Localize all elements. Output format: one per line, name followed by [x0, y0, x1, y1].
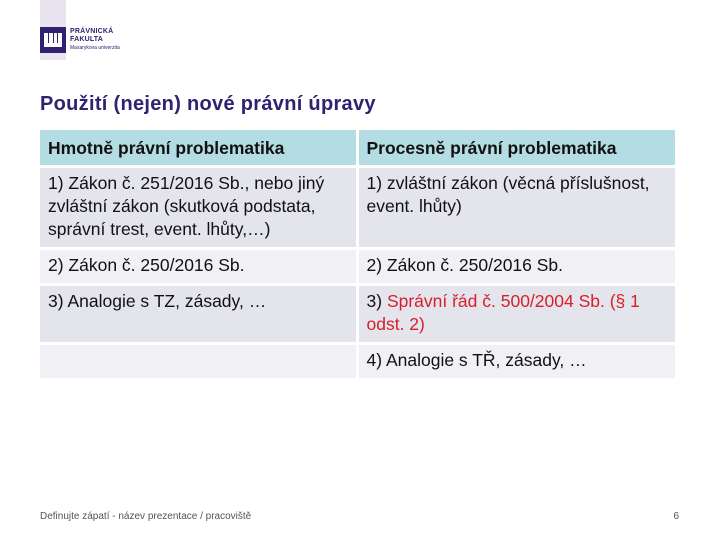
header-substantive: Hmotně právní problematika: [40, 130, 357, 167]
logo-line-faculty: FAKULTA: [70, 36, 104, 43]
slide-title: Použití (nejen) nové právní úpravy: [40, 93, 376, 115]
cell-substantive: [40, 344, 357, 379]
cell-prefix: 3): [366, 291, 387, 311]
cell-substantive: 1) Zákon č. 251/2016 Sb., nebo jiný zvláštní zákon (skutková podstata, správní trest, event. lhůty,…): [40, 167, 357, 249]
logo-line-faculty-type: PRÁVNICKÁ: [70, 28, 114, 35]
table-row: [40, 167, 675, 249]
highlighted-law: Správní řád č. 500/2004 Sb. (§ 1 odst. 2): [366, 291, 640, 334]
comparison-table: [40, 130, 675, 378]
logo-mark-icon: [40, 27, 66, 53]
cell-procedural: 4) Analogie s TŘ, zásady, …: [357, 344, 675, 379]
logo-line-university: Masarykova univerzita: [70, 45, 120, 51]
header-procedural: Procesně právní problematika: [357, 130, 675, 167]
page-number: 6: [673, 511, 679, 522]
table-row: [40, 344, 675, 379]
cell-procedural: [357, 285, 675, 344]
footer-text: Definujte zápatí - název prezentace / pracoviště: [40, 511, 252, 522]
table-row: [40, 249, 675, 285]
table-row: [40, 285, 675, 344]
cell-procedural: 1) zvláštní zákon (věcná příslušnost, event. lhůty): [357, 167, 675, 249]
cell-substantive: 2) Zákon č. 250/2016 Sb.: [40, 249, 357, 285]
cell-substantive: 3) Analogie s TZ, zásady, …: [40, 285, 357, 344]
logo-text: [70, 28, 120, 52]
table-header-row: [40, 130, 675, 167]
cell-procedural: 2) Zákon č. 250/2016 Sb.: [357, 249, 675, 285]
